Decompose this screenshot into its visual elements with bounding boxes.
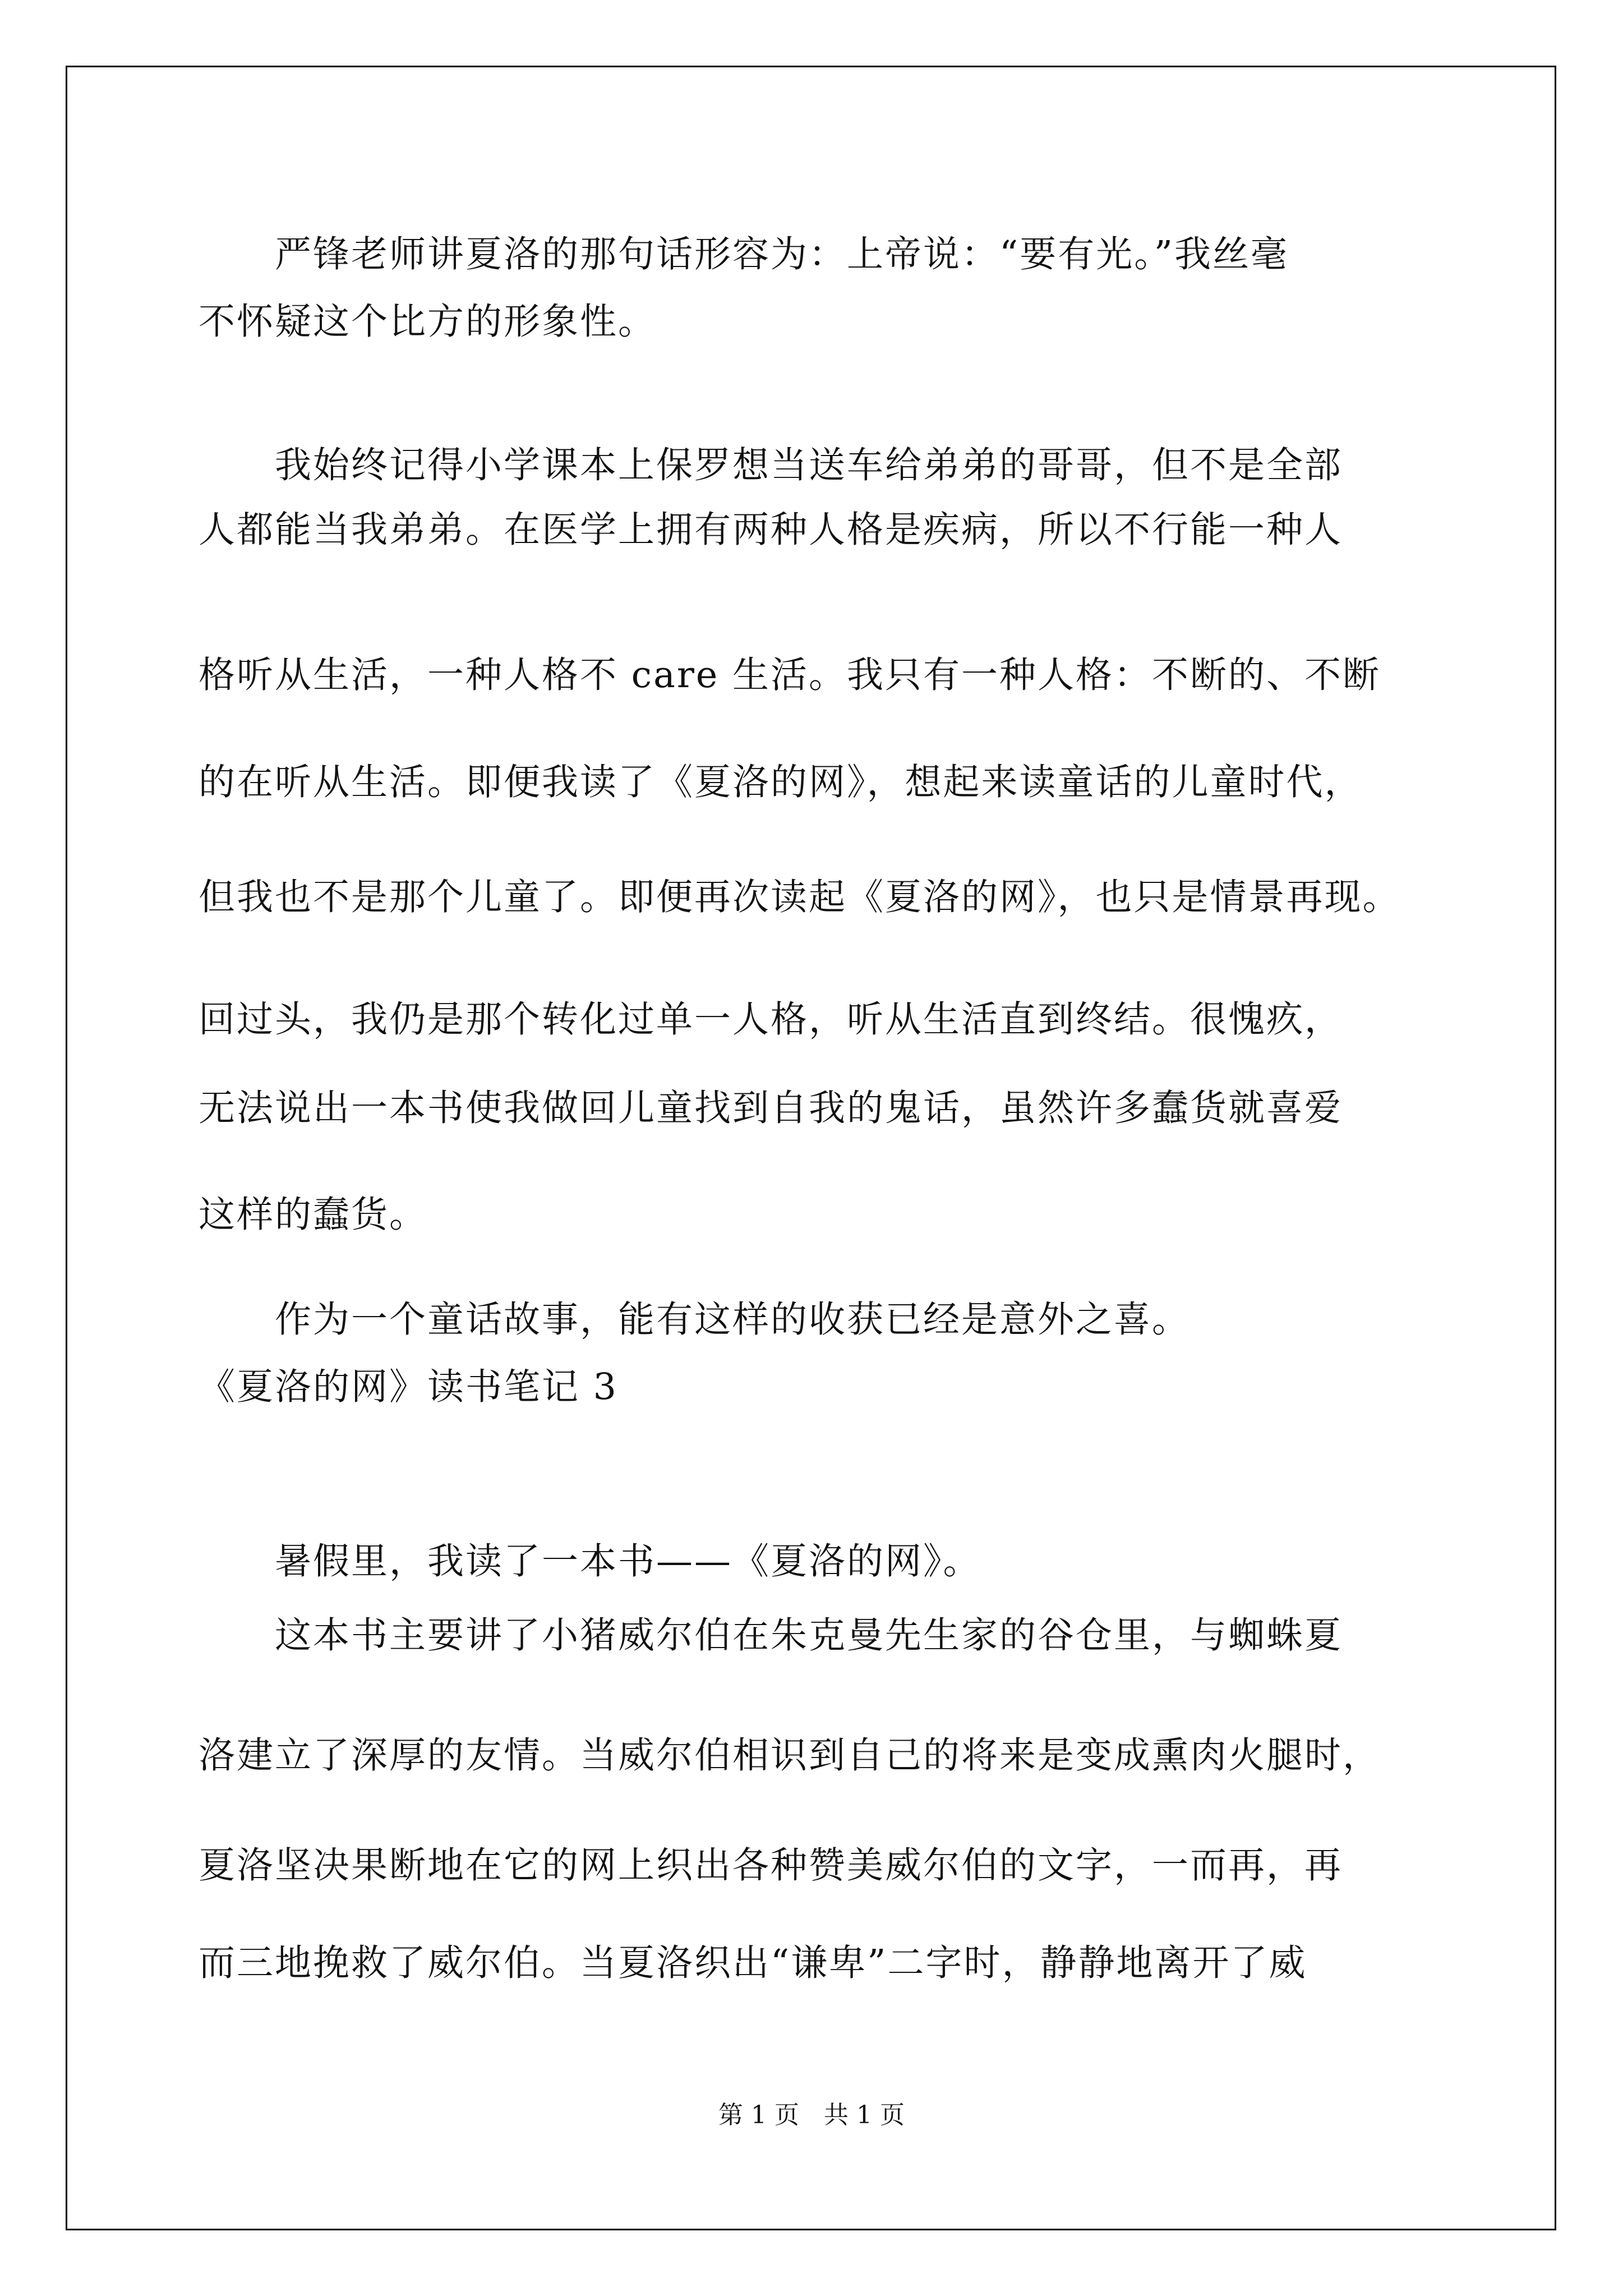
- page-footer: 第 1 页 共 1 页: [718, 2101, 905, 2129]
- text-line: 格听从生活，一种人格不 care 生活。我只有一种人格：不断的、不断: [199, 654, 1381, 696]
- text-line: 严锋老师讲夏洛的那句话形容为：上帝说：“要有光。”我丝毫: [199, 233, 1289, 275]
- text-line: 人都能当我弟弟。在医学上拥有两种人格是疾病，所以不行能一种人: [199, 509, 1343, 551]
- page-border: [66, 66, 1556, 2230]
- text-line: 作为一个童话故事，能有这样的收获已经是意外之喜。: [199, 1299, 1191, 1341]
- text-line: 这样的蠢货。: [199, 1194, 428, 1236]
- text-line: 的在听从生活。即便我读了《夏洛的网》，想起来读童话的儿童时代，: [199, 761, 1363, 803]
- text-line: 但我也不是那个儿童了。即便再次读起《夏洛的网》，也只是情景再现。: [199, 876, 1401, 918]
- text-line: 不怀疑这个比方的形象性。: [199, 301, 657, 343]
- text-line: 我始终记得小学课本上保罗想当送车给弟弟的哥哥，但不是全部: [199, 444, 1343, 486]
- text-line: 这本书主要讲了小猪威尔伯在朱克曼先生家的谷仓里，与蜘蛛夏: [199, 1614, 1343, 1657]
- text-line: 洛建立了深厚的友情。当威尔伯相识到自己的将来是变成熏肉火腿时，: [199, 1734, 1381, 1777]
- text-line: 暑假里，我读了一本书——《夏洛的网》。: [199, 1540, 981, 1582]
- text-line: 夏洛坚决果断地在它的网上织出各种赞美威尔伯的文字，一而再，再: [199, 1844, 1343, 1887]
- text-line: 无法说出一本书使我做回儿童找到自我的鬼话，虽然许多蠢货就喜爱: [199, 1087, 1343, 1129]
- text-line: 回过头，我仍是那个转化过单一人格，听从生活直到终结。很愧疚，: [199, 999, 1343, 1041]
- text-line: 而三地挽救了威尔伯。当夏洛织出“谦卑”二字时，静静地离开了威: [199, 1942, 1307, 1984]
- section-heading: 《夏洛的网》读书笔记 3: [199, 1366, 619, 1408]
